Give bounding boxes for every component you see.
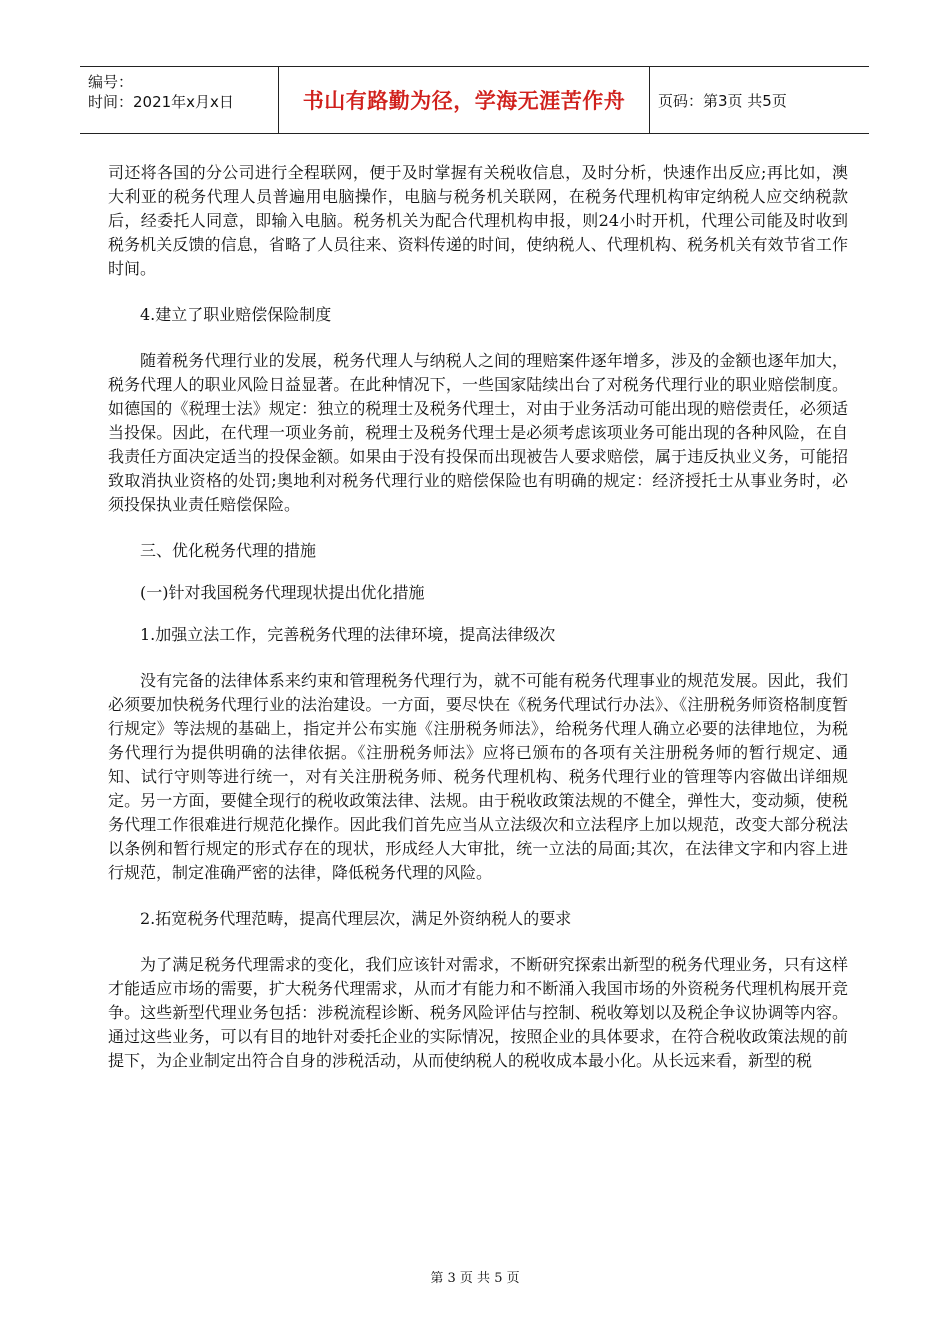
document-number-label: 编号： (88, 73, 134, 91)
header-motto: 书山有路勤为径，学海无涯苦作舟 (279, 67, 650, 133)
subsection-heading: 2.拓宽税务代理范畴，提高代理层次，满足外资纳税人的要求 (140, 909, 572, 928)
section-heading: 4.建立了职业赔偿保险制度 (140, 305, 332, 324)
paragraph: 为了满足税务代理需求的变化，我们应该针对需求，不断研究探索出新型的税务代理业务，只有这样才能适应市场的需要，扩大税务代理需求，从而才有能力和不断涌入我国市场的外资税务代理机构展开竞争。这些新型代理业务包括：涉税流程诊断、税务风险评估与控制、税收筹划以及税企争议协调等内容。通过这些业务，可以有目的地针对委托企业的实际情况，按照企业的具体要求，在符合税收政策法规的前提下，为企业制定出符合自身的涉税活动，从而使纳税人的税收成本最小化。从长远来看，新型的税 (108, 955, 848, 1070)
section-heading: 三、优化税务代理的措施 (140, 541, 317, 560)
subsection-heading: (一)针对我国税务代理现状提出优化措施 (140, 583, 425, 602)
header-meta (80, 67, 279, 133)
page-header (80, 66, 869, 134)
document-body (108, 161, 848, 1073)
document-date-label: 时间：2021年x月x日 (88, 93, 234, 111)
paragraph: 随着税务代理行业的发展，税务代理人与纳税人之间的理赔案件逐年增多，涉及的金额也逐年加大，税务代理人的职业风险日益显著。在此种情况下，一些国家陆续出台了对税务代理行业的职业赔偿制度。如德国的《税理士法》规定：独立的税理士及税务代理士，对由于业务活动可能出现的赔偿责任，必须适当投保。因此，在代理一项业务前，税理士及税务代理士是必须考虑该项业务可能出现的各种风险，在自我责任方面决定适当的投保金额。如果由于没有投保而出现被告人要求赔偿，属于违反执业义务，可能招致取消执业资格的处罚;奥地利对税务代理行业的赔偿保险也有明确的规定：经济授托士从事业务时，必须投保执业责任赔偿保险。 (108, 351, 848, 514)
subsection-heading: 1.加强立法工作，完善税务代理的法律环境，提高法律级次 (140, 625, 556, 644)
paragraph: 司还将各国的分公司进行全程联网，便于及时掌握有关税收信息，及时分析，快速作出反应;再比如，澳大利亚的税务代理人员普遍用电脑操作，电脑与税务机关联网，在税务代理机构审定纳税人应交纳税款后，经委托人同意，即输入电脑。税务机关为配合代理机构申报，则24小时开机，代理公司能及时收到税务机关反馈的信息，省略了人员往来、资料传递的时间，使纳税人、代理机构、税务机关有效节省工作时间。 (108, 163, 848, 278)
header-page-number: 页码：第3页 共5页 (658, 91, 787, 110)
page-footer: 第 3 页 共 5 页 (430, 1271, 520, 1286)
paragraph: 没有完备的法律体系来约束和管理税务代理行为，就不可能有税务代理事业的规范发展。因此，我们必须要加快税务代理行业的法治建设。一方面，要尽快在《税务代理试行办法》、《注册税务师资格制度暂行规定》等法规的基础上，指定并公布实施《注册税务师法》，给税务代理人确立必要的法律地位，为税务代理行为提供明确的法律依据。《注册税务师法》应将已颁布的各项有关注册税务师的暂行规定、通知、试行守则等进行统一，对有关注册税务师、税务代理机构、税务代理行业的管理等内容做出详细规定。另一方面，要健全现行的税收政策法律、法规。由于税收政策法规的不健全，弹性大，变动频，使税务代理工作很难进行规范化操作。因此我们首先应当从立法级次和立法程序上加以规范，改变大部分税法以条例和暂行规定的形式存在的现状，形成经人大审批，统一立法的局面;其次，在法律文字和内容上进行规范，制定准确严密的法律，降低税务代理的风险。 (108, 671, 848, 882)
